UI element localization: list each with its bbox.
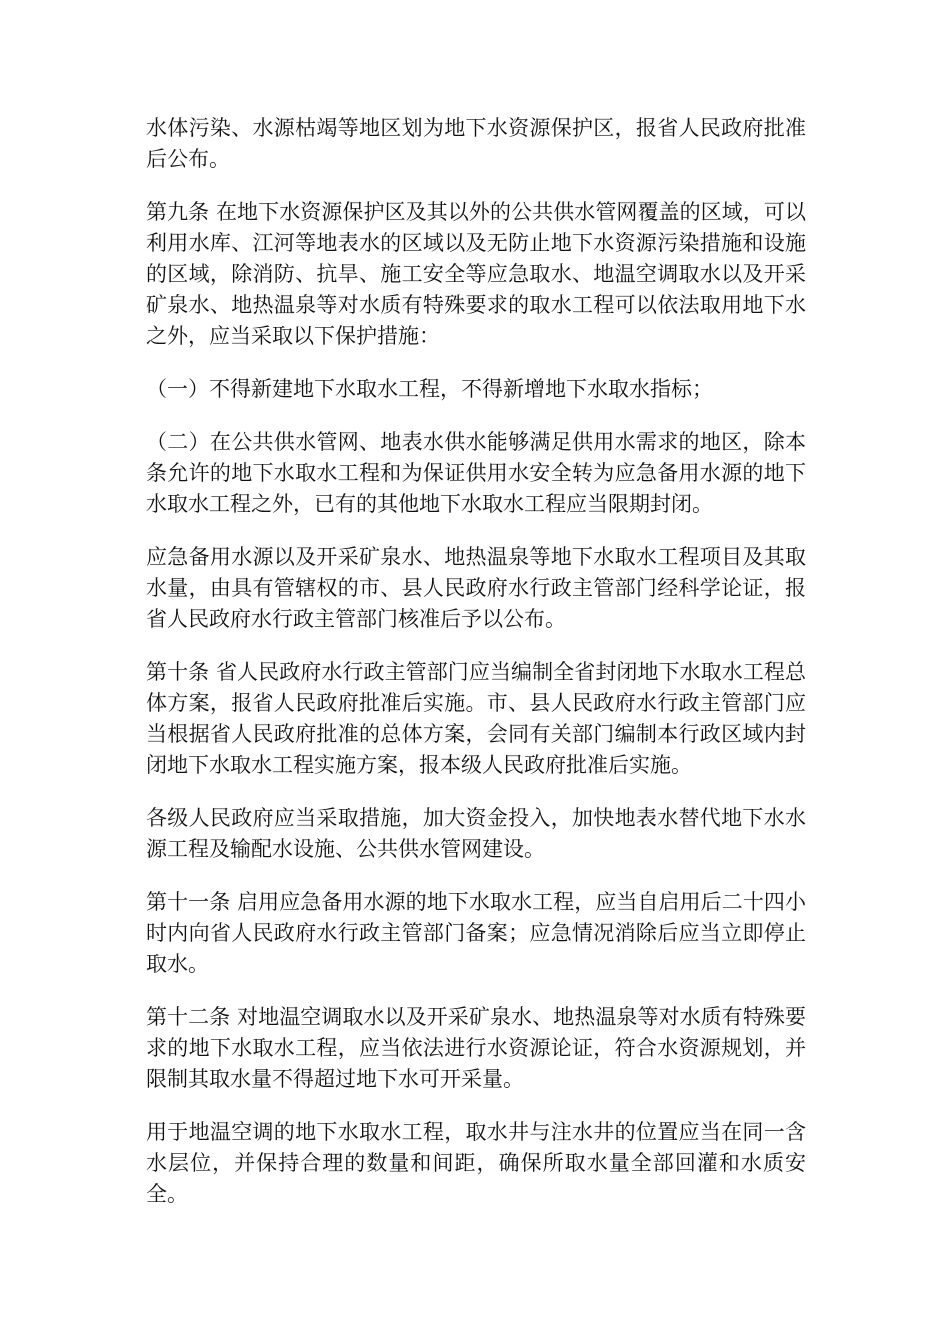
paragraph-emergency-source: 应急备用水源以及开采矿泉水、地热温泉等地下水取水工程项目及其取水量，由具有管辖权的市、县人民政府水行政主管部门经科学论证，报省人民政府水行政主管部门核准后予以公布。 xyxy=(146,545,806,631)
paragraph-item-2: （二）在公共供水管网、地表水供水能够满足供用水需求的地区，除本条允许的地下水取水工程和为保证供用水安全转为应急备用水源的地下水取水工程之外，已有的其他地下水取水工程应当限期封闭。 xyxy=(146,430,806,516)
paragraph-funding: 各级人民政府应当采取措施，加大资金投入，加快地表水替代地下水水源工程及输配水设施、公共供水管网建设。 xyxy=(146,806,806,861)
paragraph-article-12: 第十二条 对地温空调取水以及开采矿泉水、地热温泉等对水质有特殊要求的地下水取水工程，应当依法进行水资源论证，符合水资源规划，并限制其取水量不得超过地下水可开采量。 xyxy=(146,1005,806,1091)
paragraph-item-1: （一）不得新建地下水取水工程，不得新增地下水取水指标； xyxy=(146,377,713,401)
paragraph-article-10: 第十条 省人民政府水行政主管部门应当编制全省封闭地下水取水工程总体方案，报省人民政府批准后实施。市、县人民政府水行政主管部门应当根据省人民政府批准的总体方案，会同有关部门编制本行政区域内封闭地下水取水工程实施方案，报本级人民政府批准后实施。 xyxy=(146,660,806,777)
paragraph-geothermal-wells: 用于地温空调的地下水取水工程，取水井与注水井的位置应当在同一含水层位，并保持合理的数量和间距，确保所取水量全部回灌和水质安全。 xyxy=(146,1120,806,1206)
document-body xyxy=(146,113,806,1232)
paragraph-article-11: 第十一条 启用应急备用水源的地下水取水工程，应当自启用后二十四小时内向省人民政府水行政主管部门备案；应急情况消除后应当立即停止取水。 xyxy=(146,890,806,976)
paragraph-continuation: 水体污染、水源枯竭等地区划为地下水资源保护区，报省人民政府批准后公布。 xyxy=(146,116,806,171)
paragraph-article-9: 第九条 在地下水资源保护区及其以外的公共供水管网覆盖的区域，可以利用水库、江河等地表水的区域以及无防止地下水资源污染措施和设施的区域，除消防、抗旱、施工安全等应急取水、地温空调取水以及开采矿泉水、地热温泉等对水质有特殊要求的取水工程可以依法取用地下水之外，应当采取以下保护措施： xyxy=(146,200,806,348)
